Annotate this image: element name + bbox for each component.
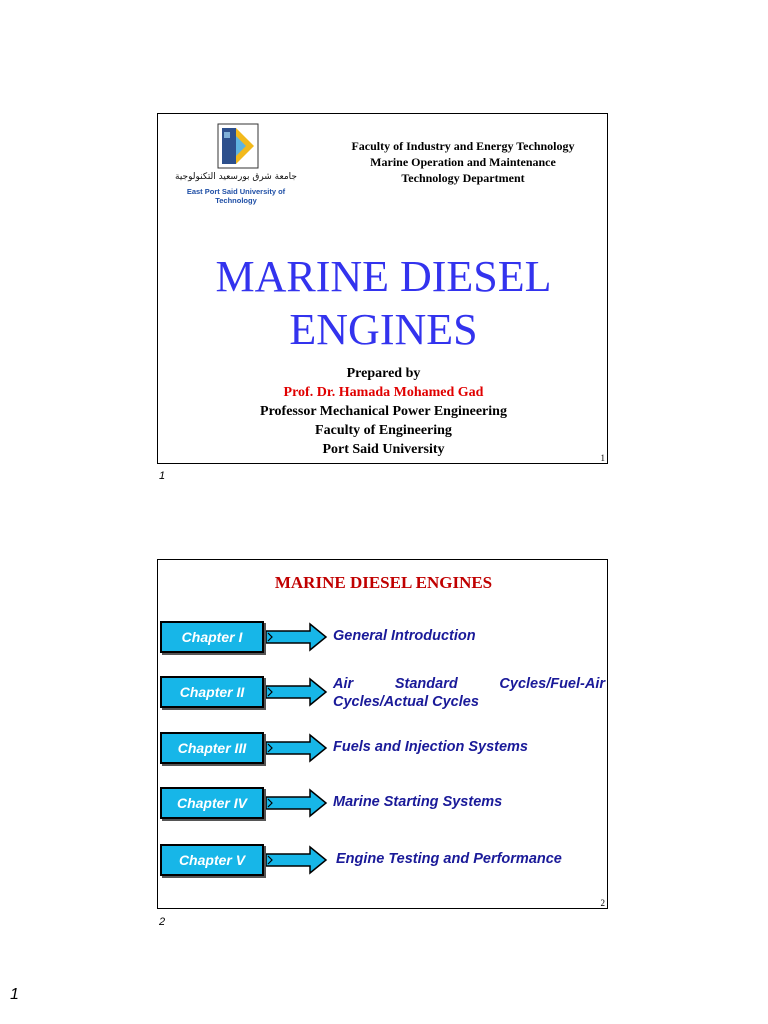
chapter-label[interactable]: Chapter II — [160, 676, 264, 708]
author-line: Professor Mechanical Power Engineering — [260, 404, 507, 419]
toc-title: MARINE DIESEL ENGINES — [274, 573, 493, 592]
author-line: Faculty of Engineering — [315, 423, 452, 438]
slide-note: 1 — [159, 470, 166, 482]
chapter-description: Fuels and Injection Systems — [333, 739, 528, 755]
chapter-label[interactable]: Chapter IV — [160, 787, 264, 819]
title-line: ENGINES — [289, 305, 478, 354]
chapter-label[interactable]: Chapter III — [160, 732, 264, 764]
chapter-label[interactable]: Chapter I — [160, 621, 264, 653]
prepared-by: Prepared by — [346, 366, 421, 381]
university-logo — [166, 120, 306, 205]
university-logo-icon — [216, 122, 260, 170]
slide-number: 2 — [600, 898, 605, 908]
faculty-line: Faculty of Industry and Energy Technology — [351, 139, 575, 153]
chapter-description: Air Standard Cycles/Fuel-Air Cycles/Actual Cycles — [333, 676, 605, 710]
logo-arabic-text: جامعة شرق بورسعيد التكنولوجية — [175, 172, 297, 182]
slide-note: 2 — [159, 916, 166, 928]
slide-1 — [157, 113, 608, 464]
logo-english-text: East Port Said University of Technology — [186, 187, 286, 205]
title-line: MARINE DIESEL — [215, 252, 552, 301]
chapter-description: Engine Testing and Performance — [336, 851, 562, 867]
right-arrow-icon — [266, 622, 328, 652]
chapter-row[interactable] — [158, 621, 609, 661]
right-arrow-icon — [266, 788, 328, 818]
right-arrow-icon — [266, 845, 328, 875]
chapter-description: General Introduction — [333, 628, 476, 644]
slide-2 — [157, 559, 608, 909]
slide-title — [158, 250, 609, 356]
credits-block — [158, 364, 609, 459]
chapter-row[interactable] — [158, 787, 609, 827]
chapter-description: Marine Starting Systems — [333, 794, 503, 810]
chapter-row[interactable] — [158, 676, 609, 716]
chapter-row[interactable] — [158, 732, 609, 772]
author-name: Prof. Dr. Hamada Mohamed Gad — [283, 385, 484, 400]
faculty-line: Technology Department — [401, 171, 525, 185]
slide-number: 1 — [600, 453, 605, 463]
right-arrow-icon — [266, 677, 328, 707]
chapter-row[interactable] — [158, 844, 609, 884]
chapter-label[interactable]: Chapter V — [160, 844, 264, 876]
author-line: Port Said University — [322, 442, 445, 457]
right-arrow-icon — [266, 733, 328, 763]
faculty-line: Marine Operation and Maintenance — [370, 155, 556, 169]
faculty-block — [333, 138, 593, 186]
page-number: 1 — [10, 986, 19, 1003]
